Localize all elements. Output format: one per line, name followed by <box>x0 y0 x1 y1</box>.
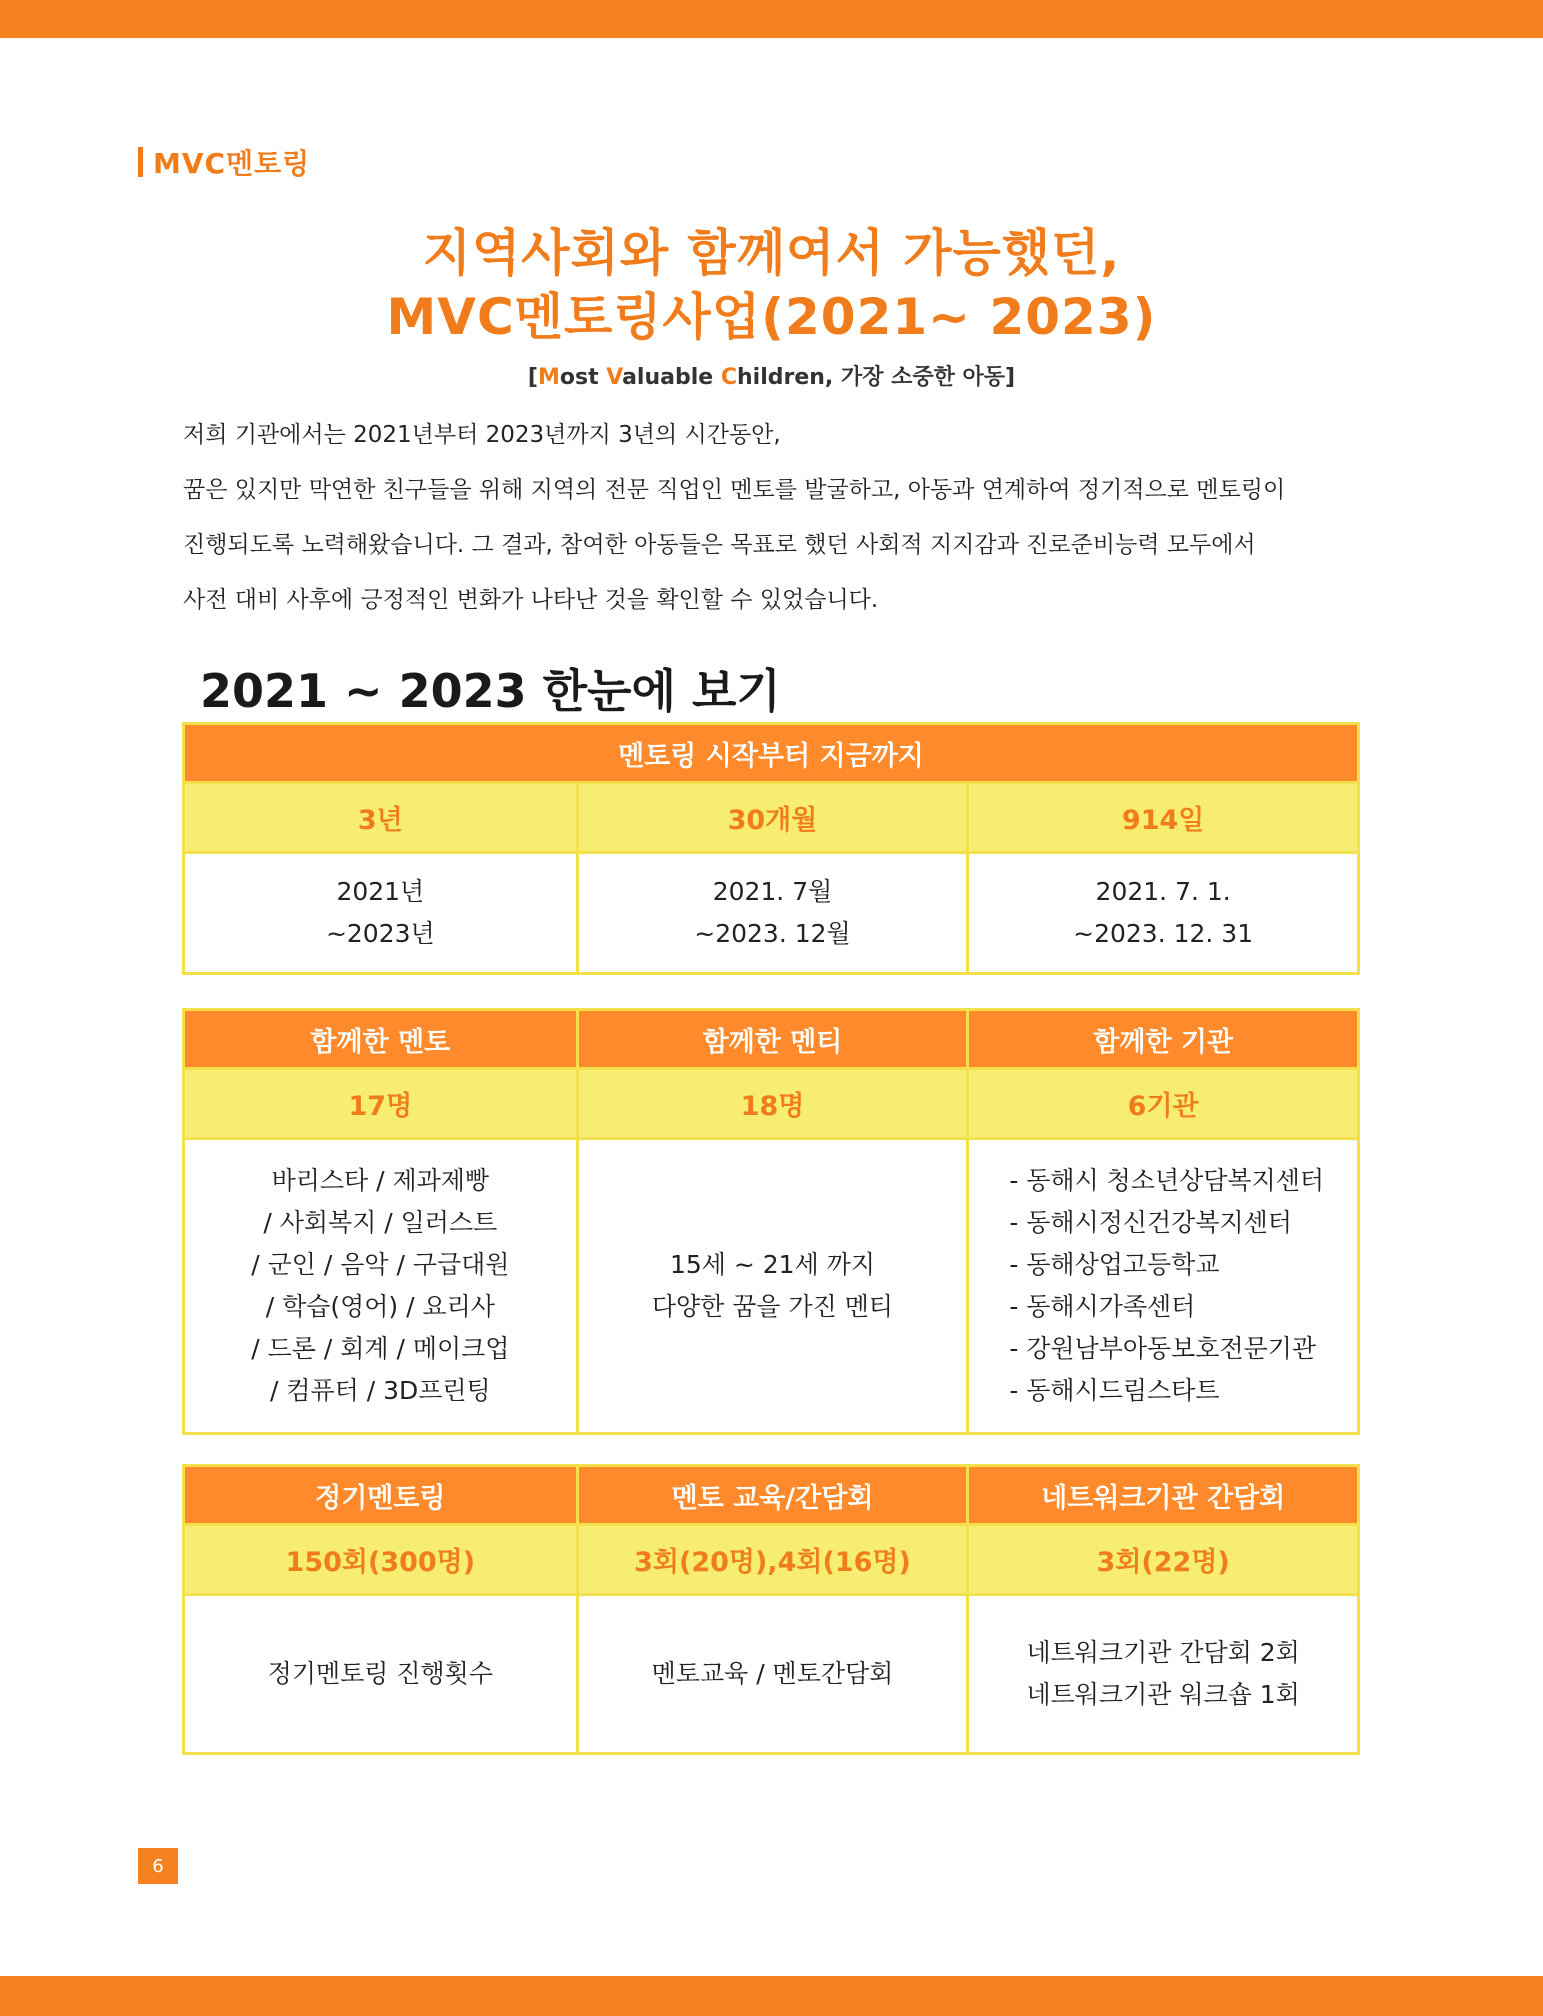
list-item: / 컴퓨터 / 3D프린팅 <box>269 1376 491 1405</box>
detail-line: 멘토교육 / 멘토간담회 <box>651 1659 894 1688</box>
page-number: 6 <box>138 1848 178 1884</box>
page-title-line2: MVC멘토링사업(2021~ 2023) <box>386 288 1157 346</box>
intro-line: 꿈은 있지만 막연한 친구들을 위해 지역의 전문 직업인 멘토를 발굴하고, 아동과 연계하여 정기적으로 멘토링이 <box>183 477 1286 503</box>
mentor-header: 함께한 멘토 <box>185 1011 576 1067</box>
institution-count: 6기관 <box>966 1070 1357 1137</box>
list-item: - 동해시가족센터 <box>1009 1292 1196 1321</box>
detail-line: 2021. 7월 <box>712 877 833 906</box>
mentor-education-count: 3회(20명),4회(16명) <box>576 1526 967 1593</box>
section-heading: 2021 ~ 2023 한눈에 보기 <box>200 664 781 718</box>
institution-list <box>966 1140 1357 1432</box>
list-item: 바리스타 / 제과제빵 <box>271 1166 490 1195</box>
list-item: 다양한 꿈을 가진 멘티 <box>651 1292 894 1321</box>
network-meeting-detail <box>966 1596 1357 1752</box>
detail-line: ~2023. 12. 31 <box>1073 919 1254 948</box>
mentor-education-detail <box>576 1596 967 1752</box>
period-months-detail <box>576 854 967 972</box>
network-meeting-count: 3회(22명) <box>966 1526 1357 1593</box>
list-item: / 드론 / 회계 / 메이크업 <box>251 1334 510 1363</box>
intro-paragraph <box>183 408 1383 628</box>
list-item: / 사회복지 / 일러스트 <box>263 1208 498 1237</box>
regular-mentoring-detail <box>185 1596 576 1752</box>
list-item: - 동해시 청소년상담복지센터 <box>1009 1166 1325 1195</box>
tag-bar-icon <box>138 147 143 177</box>
subtitle-bracket-open: [ <box>527 365 538 390</box>
page-title-line1: 지역사회와 함께여서 가능했던, <box>422 224 1121 282</box>
list-item: - 동해시드림스타트 <box>1009 1376 1220 1405</box>
detail-line: ~2023년 <box>325 919 435 948</box>
list-item: - 동해상업고등학교 <box>1009 1250 1220 1279</box>
list-item: - 동해시정신건강복지센터 <box>1009 1208 1292 1237</box>
intro-line: 사전 대비 사후에 긍정적인 변화가 나타난 것을 확인할 수 있었습니다. <box>183 587 879 613</box>
network-meeting-header: 네트워크기관 간담회 <box>966 1467 1357 1523</box>
institution-header: 함께한 기관 <box>966 1011 1357 1067</box>
mentee-header: 함께한 멘티 <box>576 1011 967 1067</box>
detail-line: 네트워크기관 간담회 2회 <box>1026 1638 1300 1667</box>
period-years-value: 3년 <box>185 784 576 851</box>
subtitle-letter-c: C <box>720 365 737 390</box>
top-accent-bar <box>0 0 1543 38</box>
section-tag <box>138 142 310 182</box>
detail-line: 2021. 7. 1. <box>1095 877 1231 906</box>
list-item: - 강원남부아동보호전문기관 <box>1009 1334 1317 1363</box>
detail-line: 2021년 <box>336 877 425 906</box>
subtitle-letter-m: M <box>537 365 560 390</box>
list-item: / 군인 / 음악 / 구급대원 <box>251 1250 510 1279</box>
regular-mentoring-count: 150회(300명) <box>185 1526 576 1593</box>
mentor-fields <box>185 1140 576 1432</box>
subtitle-letter-v: V <box>606 365 623 390</box>
list-item: / 학습(영어) / 요리사 <box>265 1292 495 1321</box>
intro-line: 저희 기관에서는 2021년부터 2023년까지 3년의 시간동안, <box>183 422 781 448</box>
intro-line: 진행되도록 노력해왔습니다. 그 결과, 참여한 아동들은 목표로 했던 사회적 지지감과 진로준비능력 모두에서 <box>183 532 1256 558</box>
mentor-education-header: 멘토 교육/간담회 <box>576 1467 967 1523</box>
subtitle-word-ost: ost <box>559 365 607 390</box>
regular-mentoring-header: 정기멘토링 <box>185 1467 576 1523</box>
detail-line: 네트워크기관 워크숍 1회 <box>1026 1680 1300 1709</box>
period-months-value: 30개월 <box>576 784 967 851</box>
period-years-detail <box>185 854 576 972</box>
bottom-accent-bar <box>0 1976 1543 2016</box>
subtitle-word-hildren: hildren, 가장 소중한 아동 <box>737 365 1006 390</box>
detail-line: 정기멘토링 진행횟수 <box>267 1659 493 1688</box>
mentor-count: 17명 <box>185 1070 576 1137</box>
period-header: 멘토링 시작부터 지금까지 <box>185 725 1357 781</box>
section-tag-label: MVC멘토링 <box>153 147 311 180</box>
activities-table <box>182 1464 1360 1755</box>
subtitle <box>0 360 1543 391</box>
mentee-count: 18명 <box>576 1070 967 1137</box>
period-days-value: 914일 <box>966 784 1357 851</box>
period-days-detail <box>966 854 1357 972</box>
detail-line: ~2023. 12월 <box>694 919 851 948</box>
mentee-description <box>576 1140 967 1432</box>
participants-table <box>182 1008 1360 1435</box>
subtitle-word-aluable: aluable <box>622 365 721 390</box>
subtitle-bracket-close: ] <box>1005 365 1016 390</box>
list-item: 15세 ~ 21세 까지 <box>669 1250 875 1279</box>
period-table <box>182 722 1360 975</box>
